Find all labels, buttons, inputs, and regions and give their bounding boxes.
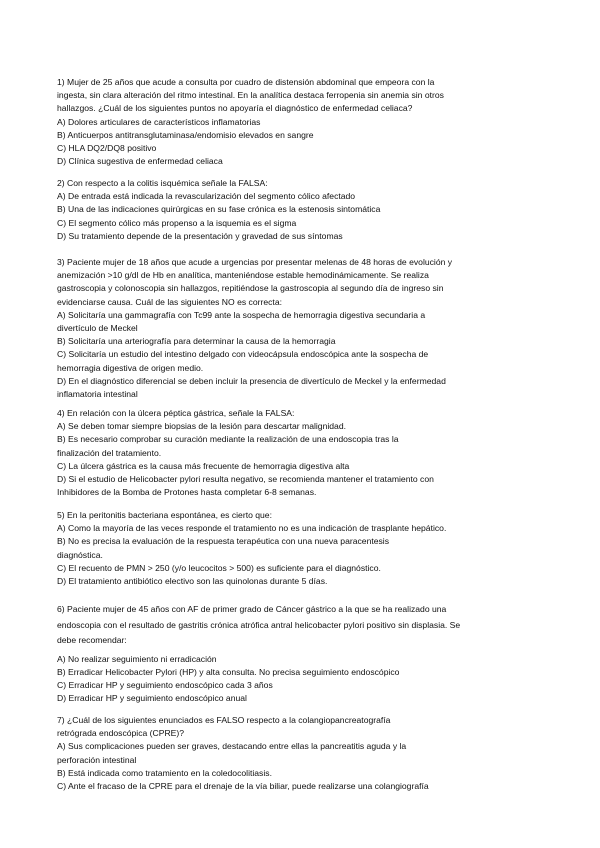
question-7-stem-line-1: 7) ¿Cuál de los siguientes enunciados es FALSO respecto a la colangiopancreatografía [57,715,391,725]
question-1-option-b: B) Anticuerpos antitransglutaminasa/endomisio elevados en sangre [57,129,314,140]
question-5-option-b-cont: diagnóstica. [57,549,103,560]
question-3-option-a-cont: divertículo de Meckel [57,323,138,334]
question-1-option-a: A) Dolores articulares de característicos inflamatorias [57,116,261,127]
question-3-stem-line-2: anemización >10 g/dl de Hb en analítica, manteniéndose estable hemodinámicamente. Se realiza [57,270,429,281]
question-7 [57,714,547,793]
question-6-option-c: C) Erradicar HP y seguimiento endoscópico cada 3 años [57,679,273,690]
question-5-option-c: C) El recuento de PMN > 250 (y/o leucocitos > 500) es suficiente para el diagnóstico. [57,562,381,573]
question-2-stem-line-1: 2) Con respecto a la colitis isquémica señale la FALSA: [57,178,268,188]
question-7-stem-line-2: retrógrada endoscópica (CPRE)? [57,728,185,739]
question-3-option-c: C) Solicitaría un estudio del intestino delgado con videocápsula endoscópica ante la sospecha de [57,349,429,360]
question-2-option-c: C) El segmento cólico más propenso a la isquemia es el sigma [57,217,297,228]
question-3-option-c-cont: hemorragia digestiva de origen medio. [57,362,204,373]
question-7-option-a: A) Sus complicaciones pueden ser graves, destacando entre ellas la pancreatitis aguda y la [57,741,407,752]
question-6-stem-line-3: debe recomendar: [57,635,127,645]
question-2-option-a: A) De entrada está indicada la revascularización del segmento cólico afectado [57,191,356,202]
question-3-option-a: A) Solicitaría una gammagrafía con Tc99 ante la sospecha de hemorragia digestiva secundaria a [57,309,426,320]
question-3-option-b: B) Solicitaría una arteriografía para determinar la causa de la hemorragia [57,336,336,347]
question-6-option-b: B) Erradicar Helicobacter Pylori (HP) y alta consulta. No precisa seguimiento endoscópico [57,666,400,677]
question-5 [57,509,547,588]
question-6 [57,602,547,705]
question-3-stem-line-4: evidenciarse causa. Cuál de las siguientes NO es correcta: [57,296,282,307]
question-4-option-a: A) Se deben tomar siempre biopsias de la lesión para descartar malignidad. [57,421,347,432]
question-5-stem-line-1: 5) En la peritonitis bacteriana espontánea, es cierto que: [57,510,272,520]
question-2-option-b: B) Una de las indicaciones quirúrgicas en su fase crónica es la estenosis sintomática [57,204,381,215]
question-6-stem-line-2: endoscopia con el resultado de gastritis crónica atrófica antral helicobacter pylori positivo sin displasia. Se [57,619,461,630]
question-3-stem-line-1: 3) Paciente mujer de 18 años que acude a urgencias por presentar melenas de 48 horas de evolución y [57,257,453,267]
question-1-stem-line-2: ingesta, sin clara alteración del ritmo intestinal. En la analítica destaca ferropenia sin anemia sin otros [57,90,444,101]
question-1-option-c: C) HLA DQ2/DQ8 positivo [57,143,157,154]
question-6-option-a: A) No realizar seguimiento ni erradicación [57,653,217,664]
question-1 [57,76,547,168]
question-7-option-c: C) Ante el fracaso de la CPRE para el drenaje de la vía biliar, puede realizarse una colangiografía [57,781,429,792]
question-4-option-d-cont: Inhibidores de la Bomba de Protones hasta completar 6-8 semanas. [57,487,317,498]
question-3-stem-line-3: gastroscopia y colonoscopia sin hallazgos, repitiéndose la gastroscopia al segundo día de ingreso sin [57,283,444,294]
question-1-stem-line-3: hallazgos. ¿Cuál de los siguientes puntos no apoyaría el diagnóstico de enfermedad celiaca? [57,103,413,114]
question-2 [57,177,547,243]
question-1-option-d: D) Clínica sugestiva de enfermedad celiaca [57,156,223,167]
question-4-option-b-cont: finalización del tratamiento. [57,447,162,458]
question-5-option-b: B) No es precisa la evaluación de la respuesta terapéutica con una nueva paracentesis [57,536,390,547]
question-4 [57,407,547,499]
question-4-stem-line-1: 4) En relación con la úlcera péptica gástrica, señale la FALSA: [57,408,295,418]
question-5-option-a: A) Como la mayoría de las veces responde el tratamiento no es una indicación de trasplante hepático. [57,523,447,534]
question-4-option-b: B) Es necesario comprobar su curación mediante la realización de una endoscopia tras la [57,434,399,445]
question-6-option-d: D) Erradicar HP y seguimiento endoscópico anual [57,693,247,704]
question-5-option-d: D) El tratamiento antibiótico electivo son las quinolonas durante 5 días. [57,576,328,587]
question-4-option-c: C) La úlcera gástrica es la causa más frecuente de hemorragia digestiva alta [57,460,350,471]
question-1-stem-line-1: 1) Mujer de 25 años que acude a consulta por cuadro de distensión abdominal que empeora con la [57,77,435,87]
question-7-option-a-cont: perforación intestinal [57,754,137,765]
question-7-option-b: B) Está indicada como tratamiento en la coledocolitiasis. [57,767,272,778]
question-6-stem-line-1: 6) Paciente mujer de 45 años con AF de primer grado de Cáncer gástrico a la que se ha realizado una [57,604,447,614]
question-3-option-d: D) En el diagnóstico diferencial se deben incluir la presencia de divertículo de Meckel y la enfermedad [57,375,446,386]
question-3 [57,256,547,401]
question-3-option-d-cont: inflamatoria intestinal [57,389,138,400]
question-2-option-d: D) Su tratamiento depende de la presentación y gravedad de sus síntomas [57,230,343,241]
question-4-option-d: D) Si el estudio de Helicobacter pylori resulta negativo, se recomienda mantener el tratamiento con [57,474,434,485]
